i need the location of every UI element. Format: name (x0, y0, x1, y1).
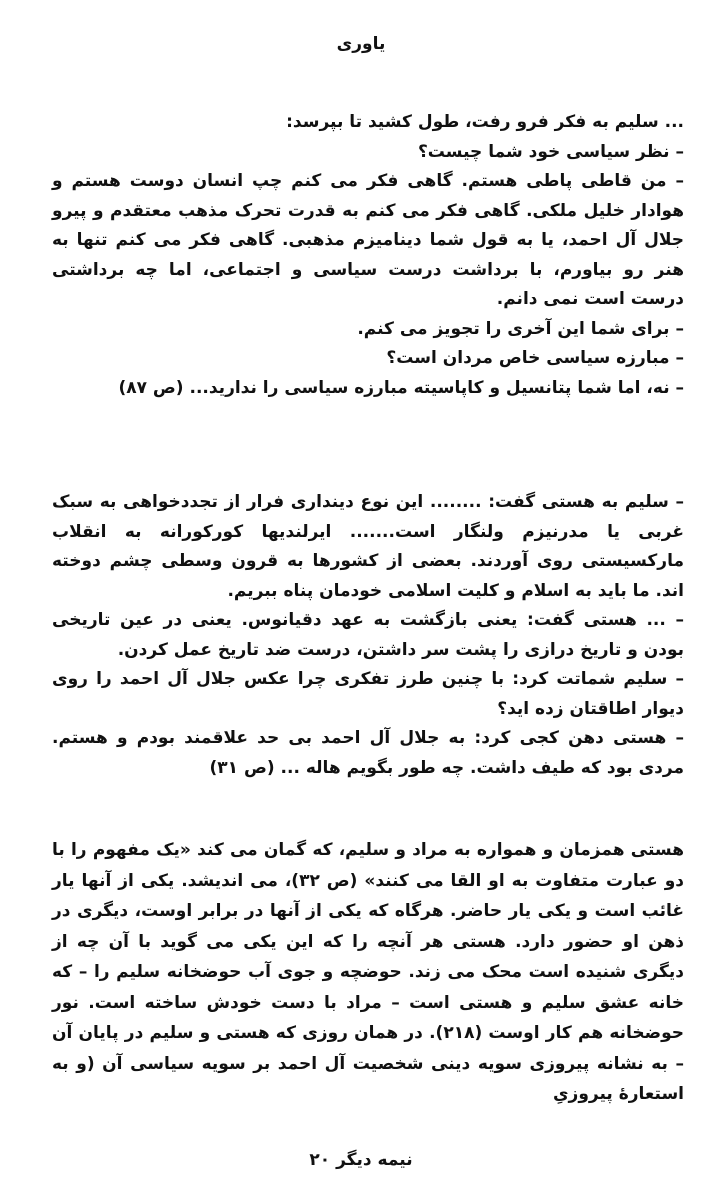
paragraph: – ... هستی گفت: یعنی بازگشت به عهد دقیانوس. یعنی در عین تاریخی بودن و تاریخ درازی را پشت سر داشتن، درست ضد تاریخ عمل کردن. (52, 610, 684, 660)
paragraph: – نه، اما شما پتانسیل و کاپاسیته مبارزه سیاسی را ندارید... (ص ۸۷) (118, 377, 684, 398)
paragraph: – سلیم شماتت کرد: با چنین طرز تفکری چرا عکس جلال آل احمد را روی دیوار اطاقتان زده اید؟ (52, 669, 684, 719)
paragraph: – نظر سیاسی خود شما چیست؟ (417, 141, 684, 162)
paragraph: – مبارزه سیاسی خاص مردان است؟ (386, 348, 684, 368)
paragraph: – برای شما این آخری را تجویز می کنم. (357, 318, 684, 339)
dialogue-excerpt-1 (52, 108, 684, 403)
paragraph: – سلیم به هستی گفت: ........ این نوع دینداری فرار از تجددخواهی به سبک غربی یا مدرنیزم ولنگار است....... ایرلندیها کورکورانه به انقلاب مارکسیستی روی آوردند. بعضی از کشورها به قرون وسطی چشم دوخته اند. ما باید به اسلام و کلیت اسلامی خودمان پناه ببریم. (52, 492, 684, 601)
dialogue-excerpt-2 (52, 488, 684, 783)
paragraph: ... سلیم به فکر فرو رفت، طول کشید تا بپرسد: (286, 112, 684, 132)
page-header-title: یاوری (336, 34, 386, 54)
analysis-paragraph (52, 835, 684, 1110)
paragraph: – من قاطی پاطی هستم. گاهی فکر می کنم چپ انسان دوست هستم و هوادار خلیل ملکی. گاهی فکر می کنم به قدرت تحرک مذهب معتقدم و پیرو جلال آل احمد، یا به قول شما دینامیزم مذهبی. گاهی فکر می کنم تنها به هنر رو بیاورم، با برداشت درست سیاسی و اجتماعی، اما چه برداشتی درست است نمی دانم. (52, 171, 684, 309)
page-footer: نیمه دیگر ۲۰ (309, 1150, 413, 1170)
paragraph: هستی همزمان و همواره به مراد و سلیم، که گمان می کند «یک مفهوم را با دو عبارت متفاوت به او القا می کنند» (ص ۳۲)، می اندیشد. یکی از آنها یار غائب است و یکی یار حاضر. هرگاه که یکی از آنها در برابر اوست، دیگری در ذهن او حضور دارد. هستی هر آنچه را که این یکی می گوید با آن چه از دیگری شنیده است محک می زند. حوضچه و جوی آب حوضخانه سلیم را – که خانه عشق سلیم و هستی است – مراد با دست خودش ساخته است. نور حوضخانه هم کار اوست (۲۱۸). در همان روزی که هستی و سلیم در پایان آن – به نشانه پیروزی سویه دینی شخصیت آل احمد بر سویه سیاسی آن (و به استعارهٔ پیروزیِ (52, 840, 684, 1104)
paragraph: – هستی دهن کجی کرد: به جلال آل احمد بی حد علاقمند بودم و هستم. مردی بود که طیف داشت. چه طور بگویم هاله ... (ص ۳۱) (52, 728, 684, 778)
